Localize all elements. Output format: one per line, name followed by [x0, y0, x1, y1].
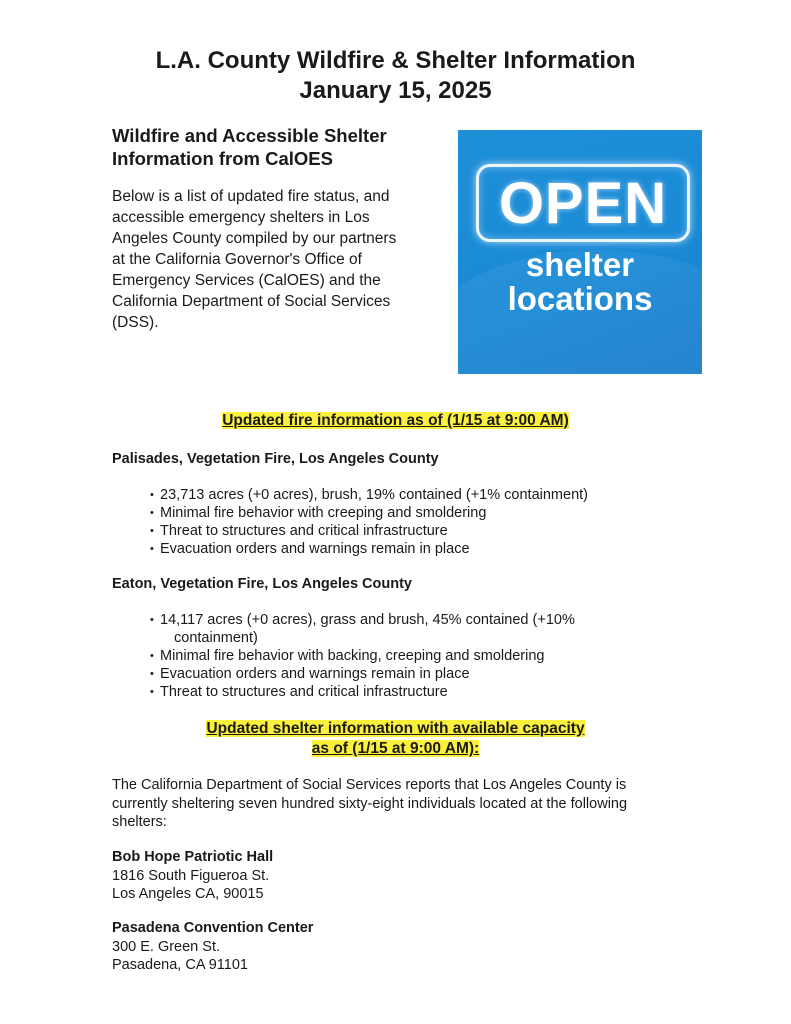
shelter-address-line-2: Los Angeles CA, 90015 — [112, 886, 264, 902]
banner-line-1: shelter — [525, 246, 635, 283]
list-item: • Evacuation orders and warnings remain in place — [150, 540, 620, 558]
palisades-bullet-list — [150, 486, 620, 558]
intro-section — [112, 124, 412, 333]
list-item: • Minimal fire behavior with backing, creeping and smoldering — [150, 647, 620, 665]
fire-name-palisades: Palisades, Vegetation Fire, Los Angeles County — [112, 451, 439, 467]
open-sign — [476, 164, 690, 242]
document-title — [0, 46, 791, 106]
shelter-section-heading — [0, 719, 791, 759]
fire-section-heading — [0, 411, 791, 431]
shelter-entry — [112, 919, 313, 975]
list-item: • Threat to structures and critical infrastructure — [150, 522, 620, 540]
title-line-1: L.A. County Wildfire & Shelter Information — [155, 47, 636, 74]
intro-heading: Wildfire and Accessible Shelter Information from CalOES — [112, 125, 387, 169]
intro-body: Below is a list of updated fire status, and accessible emergency shelters in Los Angeles County compiled by our partners at the California Governor's Office of Emergency Services (CalOES) and the California Department of Social Services (DSS). — [112, 188, 397, 331]
list-item: • Evacuation orders and warnings remain in place — [150, 665, 620, 683]
shelter-heading-line-2: as of (1/15 at 9:00 AM): — [311, 740, 480, 757]
shelter-address-line-1: 1816 South Figueroa St. — [112, 867, 270, 884]
eaton-bullet-list — [150, 611, 620, 701]
shelter-name: Bob Hope Patriotic Hall — [112, 849, 274, 865]
fire-name-eaton: Eaton, Vegetation Fire, Los Angeles County — [112, 576, 412, 592]
shelter-address-line-1: 300 E. Green St. — [112, 938, 221, 955]
list-item-text: 14,117 acres (+0 acres), grass and brush, 45% contained (+10% — [160, 612, 575, 628]
shelter-name: Pasadena Convention Center — [112, 920, 314, 936]
shelter-summary: The California Department of Social Services reports that Los Angeles County is currently sheltering seven hundred sixty-eight individuals located at the following shelters: — [112, 777, 628, 830]
title-date: January 15, 2025 — [299, 77, 492, 104]
banner-subtitle — [458, 248, 702, 316]
fire-section-heading-text: Updated fire information as of (1/15 at 9:00 AM) — [222, 412, 569, 429]
list-item: • Threat to structures and critical infrastructure — [150, 683, 620, 701]
shelter-heading-line-1: Updated shelter information with available capacity — [206, 720, 585, 737]
open-sign-text: OPEN — [498, 170, 668, 236]
shelter-entry — [112, 848, 273, 904]
shelter-address-line-2: Pasadena, CA 91101 — [112, 957, 248, 973]
list-item — [150, 611, 620, 647]
banner-line-2: locations — [507, 280, 653, 317]
list-item-continuation: containment) — [174, 630, 258, 646]
open-shelter-locations-banner — [458, 130, 702, 374]
list-item: • 23,713 acres (+0 acres), brush, 19% contained (+1% containment) — [150, 486, 620, 504]
list-item: • Minimal fire behavior with creeping and smoldering — [150, 504, 620, 522]
